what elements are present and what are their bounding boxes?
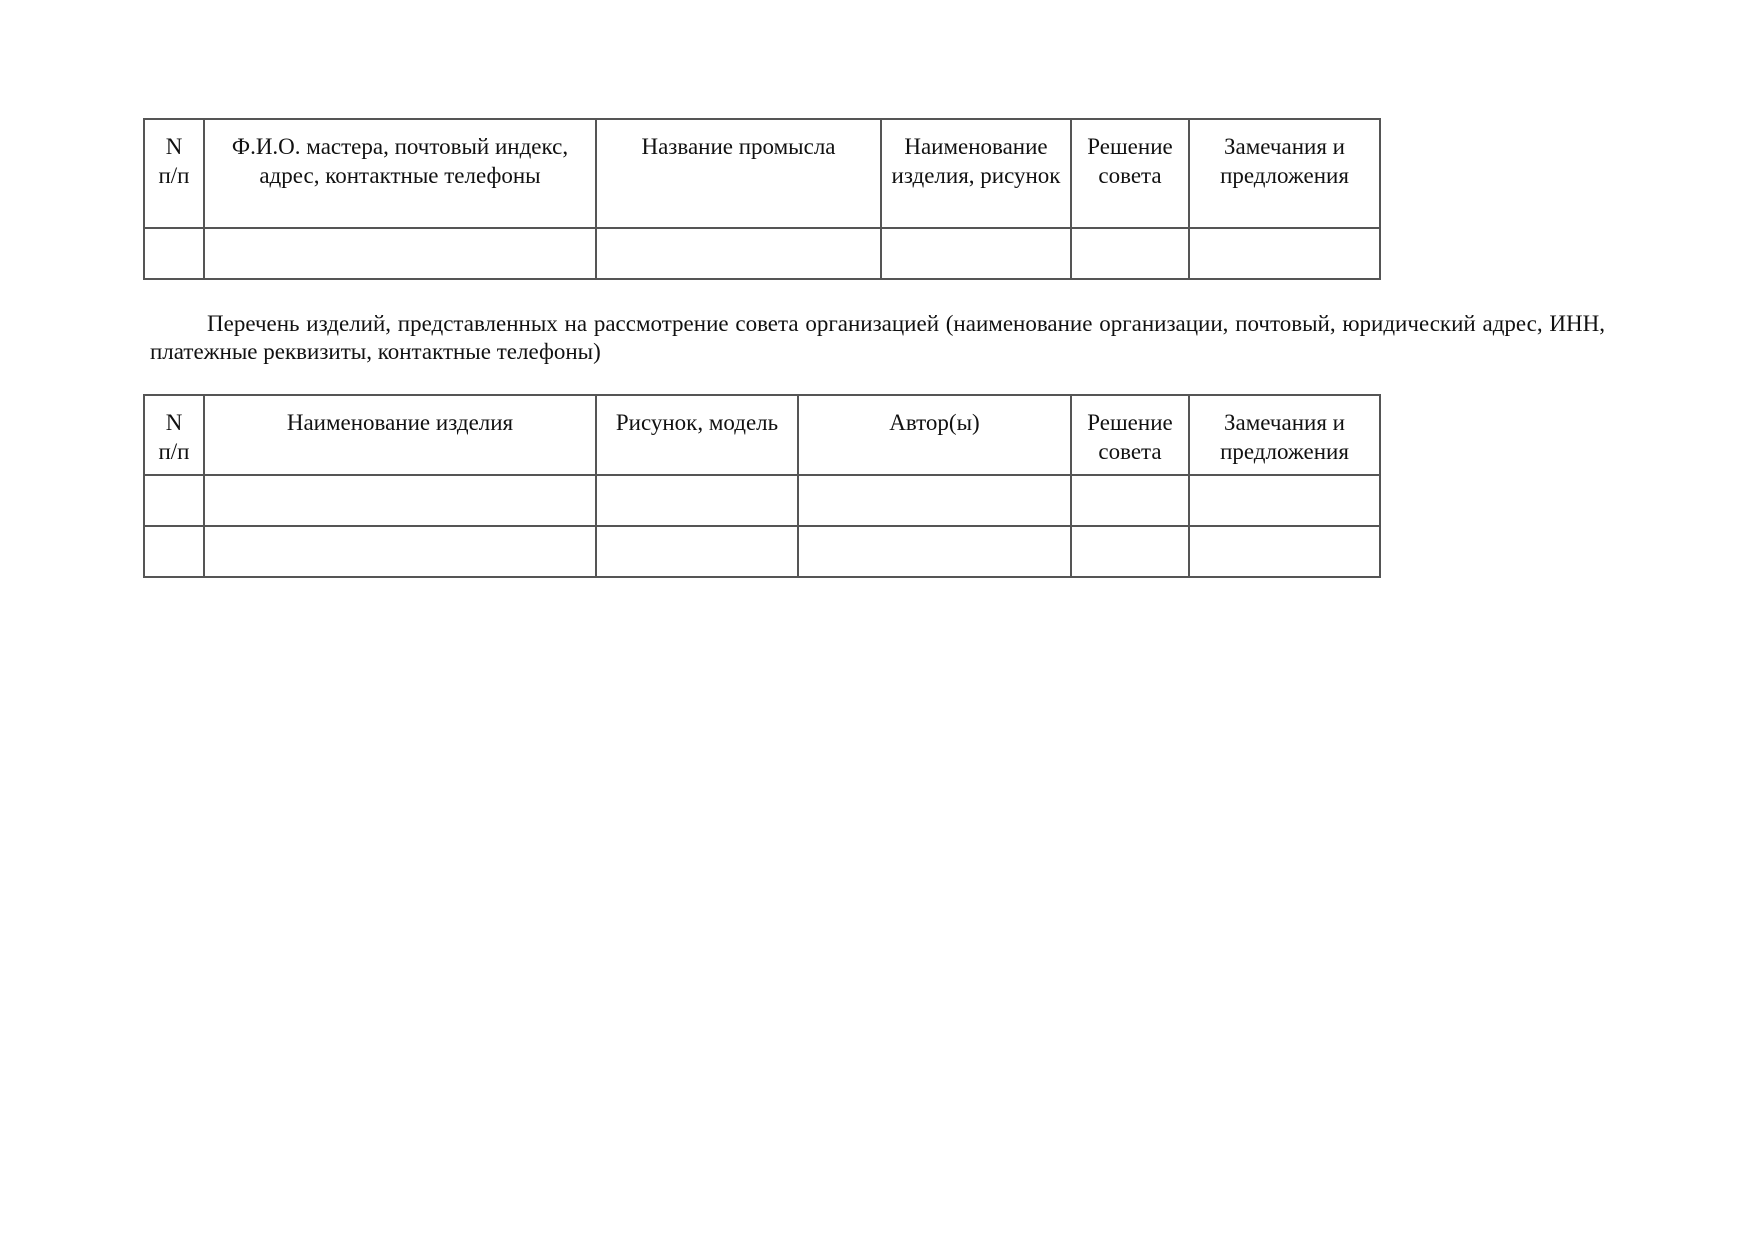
header-number-n: N xyxy=(165,410,183,435)
cell-master-info[interactable] xyxy=(204,228,596,279)
cell-drawing-model[interactable] xyxy=(596,475,798,526)
cell-remarks[interactable] xyxy=(1189,228,1380,279)
cell-remarks[interactable] xyxy=(1189,526,1380,577)
header-product-name: Наименование изделия, рисунок xyxy=(881,119,1071,228)
header-council-decision: Решение совета xyxy=(1071,119,1189,228)
header-number-pp: п/п xyxy=(158,163,190,188)
cell-product-name[interactable] xyxy=(204,526,596,577)
cell-drawing-model[interactable] xyxy=(596,526,798,577)
cell-product-name[interactable] xyxy=(881,228,1071,279)
header-number-pp: п/п xyxy=(158,439,190,464)
header-master-info: Ф.И.О. мастера, почтовый индекс, адрес, контактные телефоны xyxy=(204,119,596,228)
cell-council-decision[interactable] xyxy=(1071,526,1189,577)
cell-council-decision[interactable] xyxy=(1071,475,1189,526)
cell-product-name[interactable] xyxy=(204,475,596,526)
organization-products-table xyxy=(143,394,1381,578)
header-remarks: Замечания и предложения xyxy=(1189,119,1380,228)
table-header-row xyxy=(144,395,1380,475)
table-header-row xyxy=(144,119,1380,228)
cell-craft-name[interactable] xyxy=(596,228,881,279)
header-product-name: Наименование изделия xyxy=(204,395,596,475)
organization-products-description: Перечень изделий, представленных на рассмотрение совета организацией (наименование организации, почтовый, юридический адрес, ИНН, платежные реквизиты, контактные телефоны) xyxy=(150,311,1605,364)
cell-council-decision[interactable] xyxy=(1071,228,1189,279)
masters-table xyxy=(143,118,1381,280)
header-remarks: Замечания и предложения xyxy=(1189,395,1380,475)
header-number-n: N xyxy=(165,134,183,159)
header-number xyxy=(144,395,204,475)
cell-remarks[interactable] xyxy=(1189,475,1380,526)
cell-number[interactable] xyxy=(144,526,204,577)
table-row xyxy=(144,526,1380,577)
header-drawing-model: Рисунок, модель xyxy=(596,395,798,475)
header-number xyxy=(144,119,204,228)
cell-authors[interactable] xyxy=(798,475,1071,526)
header-council-decision: Решение совета xyxy=(1071,395,1189,475)
header-authors: Автор(ы) xyxy=(798,395,1071,475)
cell-authors[interactable] xyxy=(798,526,1071,577)
cell-number[interactable] xyxy=(144,475,204,526)
table-row xyxy=(144,475,1380,526)
header-craft-name: Название промысла xyxy=(596,119,881,228)
table-row xyxy=(144,228,1380,279)
cell-number[interactable] xyxy=(144,228,204,279)
